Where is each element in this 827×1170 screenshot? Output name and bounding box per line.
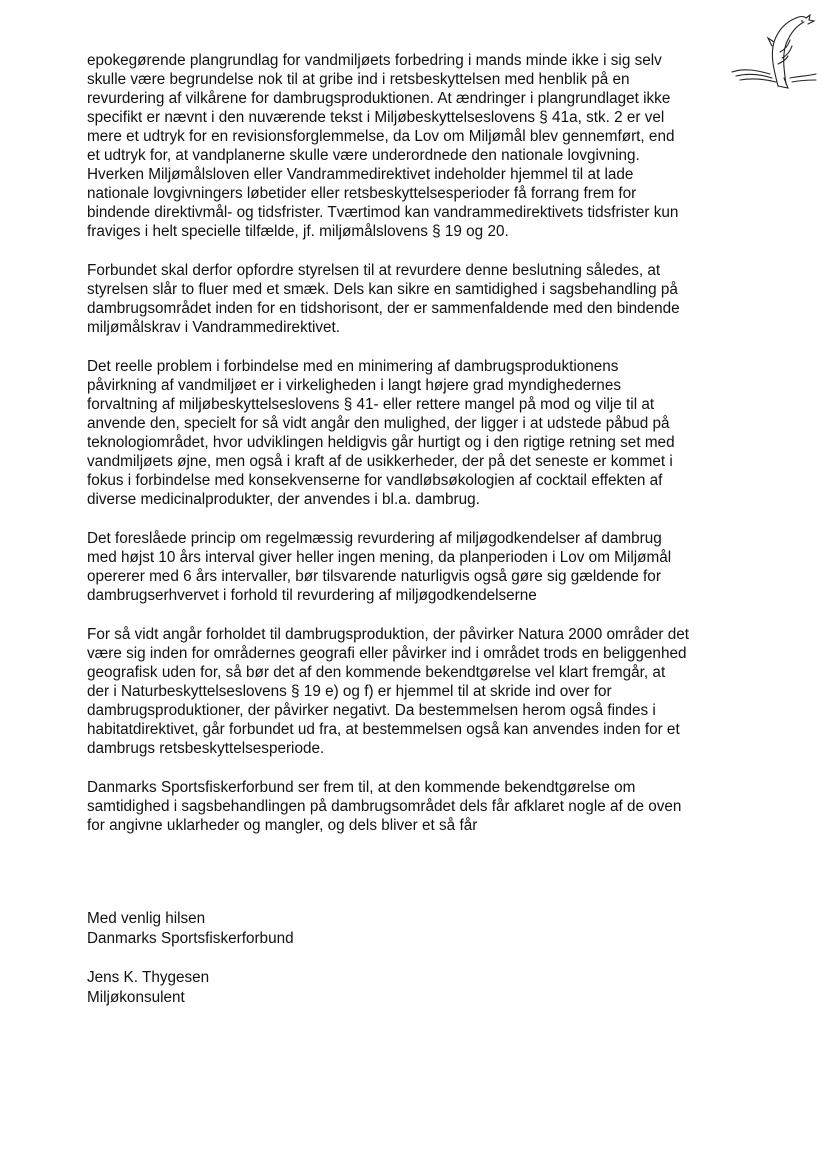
body-text-line: forvaltning af miljøbeskyttelseslovens § 41- eller rettere mangel på mod og vilje til at (87, 396, 655, 413)
body-text-line: vandmiljøets øjne, men også i kraft af de usikkerheder, der på det seneste er kommet i (87, 453, 673, 470)
body-text-line: med højst 10 års interval giver heller ingen mening, da planperioden i Lov om Miljømål (87, 549, 672, 566)
body-text-line: miljømålskrav i Vandrammedirektivet. (87, 319, 341, 336)
body-text-line: der i Naturbeskyttelseslovens § 19 e) og f) er hjemmel til at skride ind over for (87, 683, 612, 700)
body-text-line: dambrugs retsbeskyttelsesperiode. (87, 740, 325, 757)
body-text-line: dambrugserhvervet i forhold til revurdering af miljøgodkendelserne (87, 587, 537, 604)
body-text-line: Forbundet skal derfor opfordre styrelsen til at revurdere denne beslutning således, at (87, 262, 661, 279)
body-text-line: Det reelle problem i forbindelse med en minimering af dambrugsproduktionens (87, 358, 619, 375)
body-text-line: habitatdirektivet, går forbundet ud fra, at bestemmelsen også kan anvendes inden for et (87, 721, 680, 738)
body-text-line: For så vidt angår forholdet til dambrugsproduktion, der påvirker Natura 2000 områder det (87, 626, 689, 643)
body-text-line: Hverken Miljømålsloven eller Vandrammedirektivet indeholder hjemmel til at lade (87, 166, 634, 183)
body-text-line: for angivne uklarheder og mangler, og dels bliver et så får (87, 817, 478, 834)
body-text-line: specifikt er nævnt i den nuværende tekst i Miljøbeskyttelseslovens § 41a, stk. 2 er vel (87, 109, 665, 126)
body-text-line: være sig inden for områdernes geografi eller påvirker ind i området trods en beliggenhed (87, 645, 687, 662)
leaping-fish-icon (730, 12, 818, 90)
body-text-line: revurdering af vilkårene for dambrugsproduktionen. At ændringer i plangrundlaget ikke (87, 90, 671, 107)
body-text-line: geografisk uden for, så bør det af den kommende bekendtgørelse vel klart fremgår, at (87, 664, 666, 681)
body-text-line: epokegørende plangrundlag for vandmiljøets forbedring i mands minde ikke i sig selv (87, 52, 662, 69)
body-text-line: fraviges i helt specielle tilfælde, jf. miljømålslovens § 19 og 20. (87, 223, 509, 240)
body-text-line: nationale lovgivningers løbetider eller retsbeskyttelsesperioder få forrang frem for (87, 185, 637, 202)
body-text-line: samtidighed i sagsbehandlingen på dambrugsområdet dels får afklaret nogle af de oven (87, 798, 682, 815)
body-text-line: skulle være begrundelse nok til at gribe ind i retsbeskyttelsen med henblik på en (87, 71, 630, 88)
closing-greeting: Med venlig hilsen (87, 910, 206, 927)
body-text-line: mere et udtryk for en revisionsforglemmelse, da Lov om Miljømål blev gennemført, end (87, 128, 675, 145)
body-text-line: anvende den, specielt for så vidt angår den mulighed, der ligger i at udstede påbud på (87, 415, 670, 432)
signer-title: Miljøkonsulent (87, 989, 185, 1006)
signature-organization: Danmarks Sportsfiskerforbund (87, 930, 294, 947)
body-text-line: dambrugsproduktioner, der påvirker negativt. Da bestemmelsen herom også findes i (87, 702, 656, 719)
body-text-line: et udtryk for, at vandplanerne skulle være underordnede den nationale lovgivning. (87, 147, 640, 164)
fish-eye (801, 20, 803, 22)
body-text-line: opererer med 6 års intervaller, bør tilsvarende naturligvis også gøre sig gældende for (87, 568, 661, 585)
body-text-line: dambrugsområdet inden for en tidshorisont, der er sammenfaldende med den bindende (87, 300, 680, 317)
body-text-line: teknologiområdet, hvor udviklingen heldigvis går hurtigt og i den rigtige retning set med (87, 434, 675, 451)
body-text-line: fokus i forbindelse med konsekvenserne for vandløbsøkologien af cocktail effekten af (87, 472, 663, 489)
body-text-line: diverse medicinalprodukter, der anvendes i bl.a. dambrug. (87, 491, 480, 508)
body-text-line: påvirkning af vandmiljøet er i virkeligheden i langt højere grad myndighedernes (87, 377, 621, 394)
signer-name: Jens K. Thygesen (87, 969, 210, 986)
body-text-line: Danmarks Sportsfiskerforbund ser frem til, at den kommende bekendtgørelse om (87, 779, 636, 796)
body-text-line: bindende direktivmål- og tidsfrister. Tværtimod kan vandrammedirektivets tidsfrister kun (87, 204, 679, 221)
body-text-line: styrelsen slår to fluer med et smæk. Dels kan sikre en samtidighed i sagsbehandling på (87, 281, 678, 298)
body-text-line: Det foreslåede princip om regelmæssig revurdering af miljøgodkendelser af dambrug (87, 530, 662, 547)
